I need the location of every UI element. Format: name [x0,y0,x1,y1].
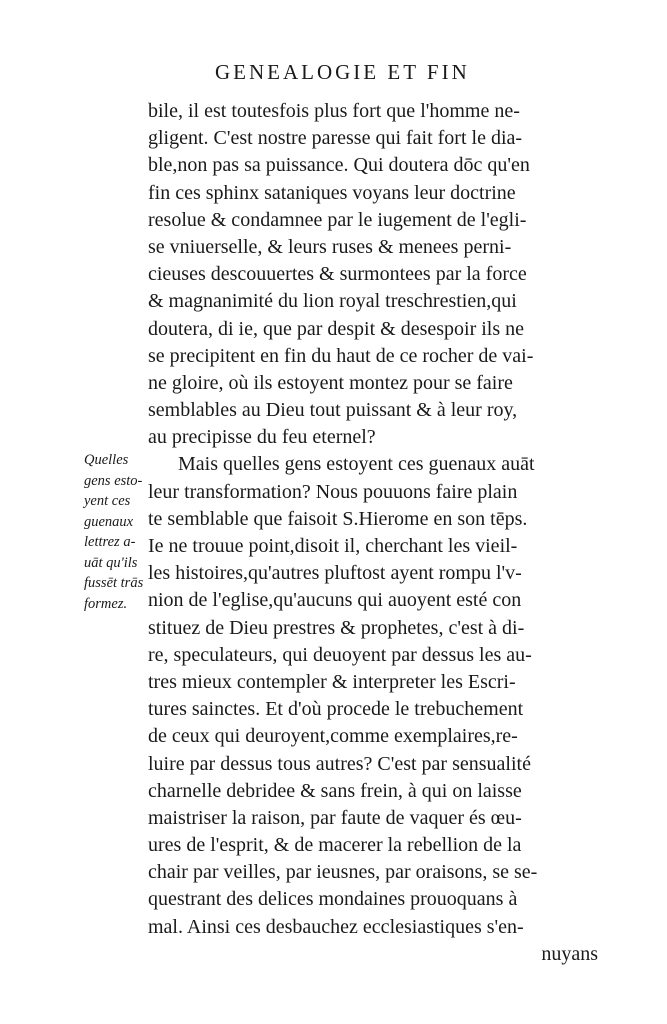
margin-note-line: yent ces [84,493,131,509]
margin-note-line: guenaux [84,513,134,530]
text-line: ble,non pas sa puissance. Qui doutera dōc qu'en [148,154,530,177]
margin-note-line: formez. [84,595,128,612]
running-head: GENEALOGIE ET FIN [215,60,470,84]
text-line: ures de l'esprit, & de macerer la rebellion de la [148,834,522,857]
paragraph-first-line: Mais quelles gens estoyent ces guenaux auāt [178,453,535,476]
text-line: se vniuerselle, & leurs ruses & menees perni- [148,235,512,258]
text-line: doutera, di ie, que par despit & desespoir ils ne [148,317,525,340]
text-line: semblables au Dieu tout puissant & à leur roy, [148,399,518,422]
text-line: tres mieux contempler & interpreter les Escri- [148,670,516,693]
margin-note-line: Quelles [84,452,129,468]
text-line: tures sainctes. Et d'où procede le trebuchement [148,698,524,721]
text-line: les histoires,qu'autres pluftost ayent rompu l'v- [148,562,522,585]
margin-note-line: gens esto- [84,472,143,489]
text-line: & magnanimité du lion royal treschrestien,qui [148,290,517,313]
text-line: re, speculateurs, qui deuoyent par dessus les au- [148,643,532,666]
margin-note-line: uāt qu'ils [84,554,138,571]
text-line: resolue & condamnee par le iugement de l'egli- [148,208,527,231]
text-line: nion de l'eglise,qu'aucuns qui auoyent esté con [148,589,522,612]
text-line: gligent. C'est nostre paresse qui fait fort le dia- [148,127,523,150]
text-line: ne gloire, où ils estoyent montez pour se faire [148,371,513,394]
text-line: fin ces sphinx sataniques voyans leur doctrine [148,181,516,204]
text-line: te semblable que faisoit S.Hierome en son tēps. [148,507,528,530]
text-line: stituez de Dieu prestres & prophetes, c'est à di- [148,616,525,639]
margin-note-line: fussēt trās [84,575,144,591]
text-line: mal. Ainsi ces desbauchez ecclesiastiques s'en- [148,915,524,938]
text-line: Ie ne trouue point,disoit il, cherchant les vieil- [148,535,518,557]
text-line: cieuses descouuertes & surmontees par la force [148,263,527,286]
text-line: bile, il est toutesfois plus fort que l'homme ne- [148,100,520,122]
text-line: luire par dessus tous autres? C'est par sensualité [148,752,531,775]
text-line: questrant des delices mondaines prouoquans à [148,888,518,911]
text-line: maistriser la raison, par faute de vaquer és œu- [148,806,522,829]
text-line: leur transformation? Nous pouuons faire plain [148,480,518,503]
body-text [148,98,598,968]
text-line: se precipitent en fin du haut de ce rocher de vai- [148,344,534,367]
margin-note-line: lettrez a- [84,534,136,550]
text-line: chair par veilles, par ieusnes, par oraisons, se se- [148,861,538,884]
text-line: de ceux qui deuroyent,comme exemplaires,re- [148,725,518,748]
text-line: au precipisse du feu eternel? [148,426,376,449]
text-line: charnelle debridee & sans frein, à qui on laisse [148,779,522,802]
margin-note [84,450,146,614]
catchword: nuyans [541,942,598,965]
